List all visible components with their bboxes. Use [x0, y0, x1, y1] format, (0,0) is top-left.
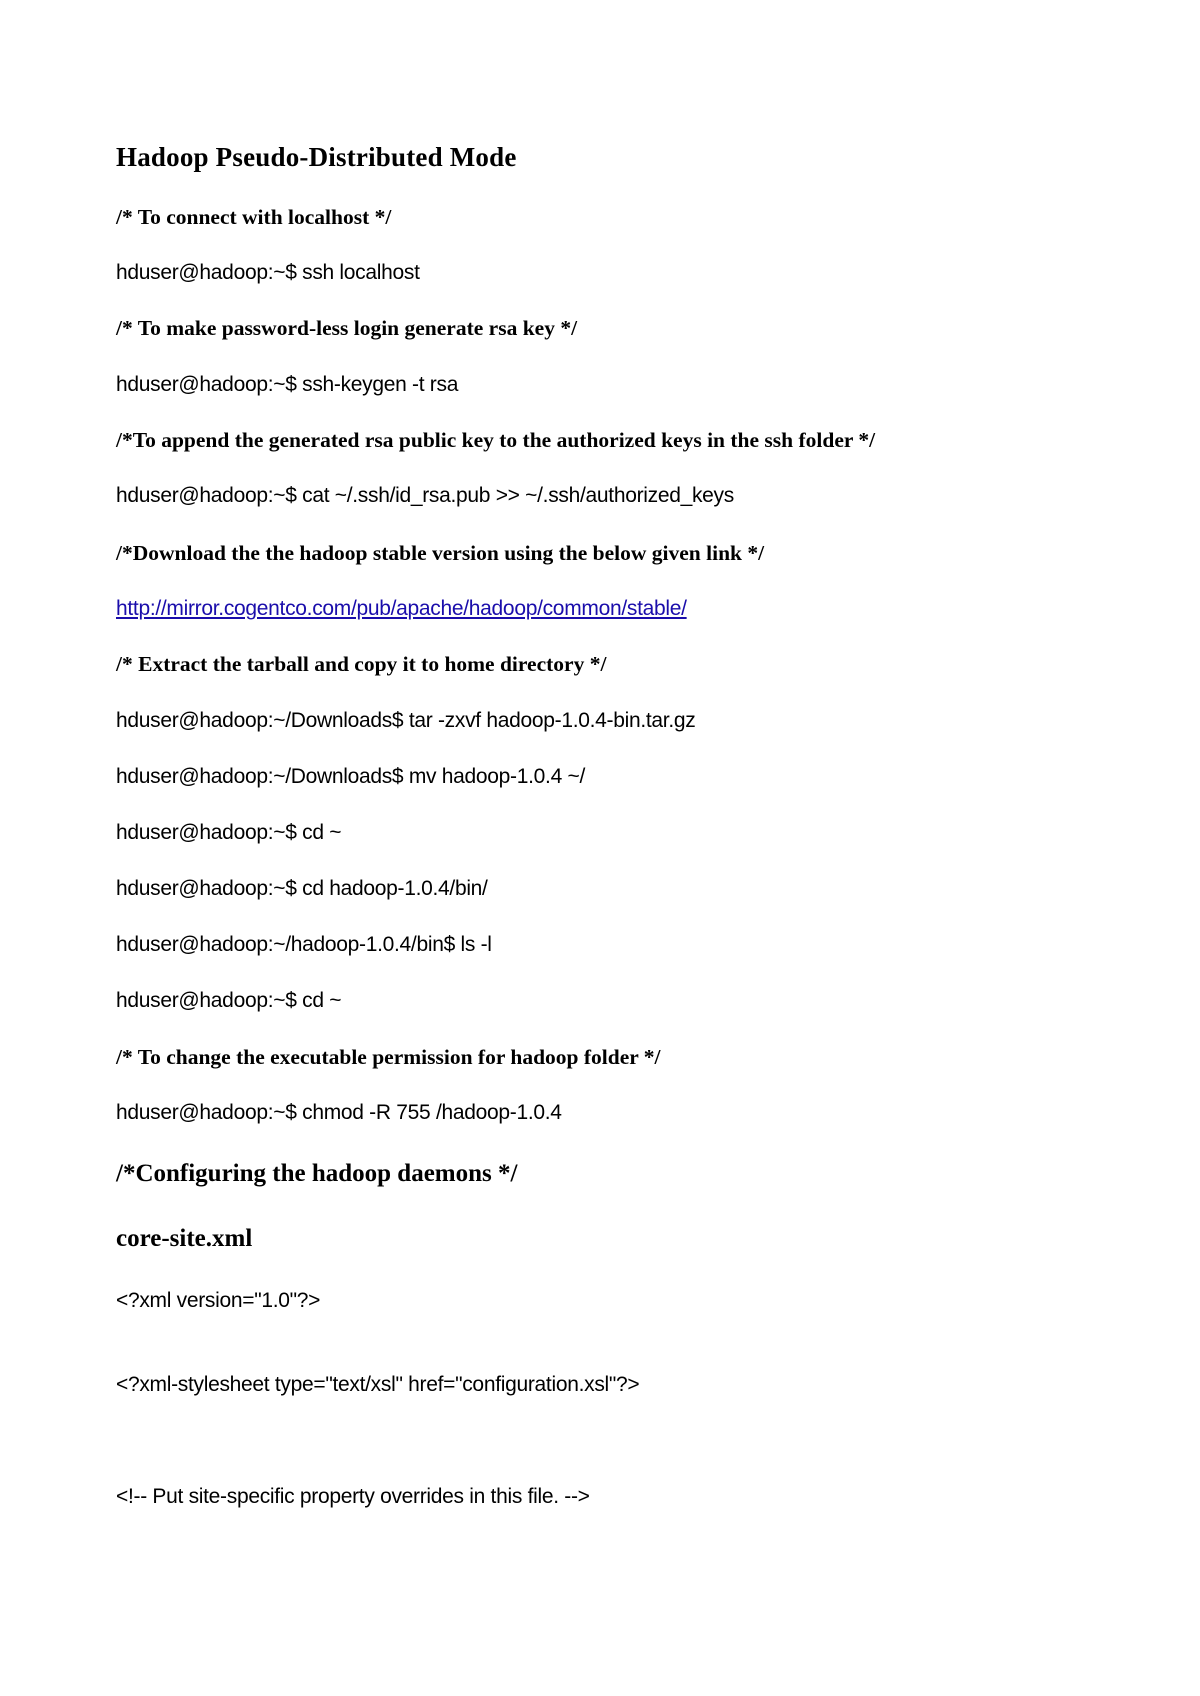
command-ssh-keygen: hduser@hadoop:~$ ssh-keygen -t rsa	[116, 373, 459, 396]
comment-change-permission: /* To change the executable permission for hadoop folder */	[116, 1045, 661, 1069]
command-cat-authorized-keys: hduser@hadoop:~$ cat ~/.ssh/id_rsa.pub >> ~/.ssh/authorized_keys	[116, 484, 734, 507]
comment-download-hadoop: /*Download the the hadoop stable version using the below given link */	[116, 541, 765, 565]
command-ssh-localhost: hduser@hadoop:~$ ssh localhost	[116, 261, 420, 284]
hadoop-mirror-link[interactable]: http://mirror.cogentco.com/pub/apache/hadoop/common/stable/	[116, 597, 687, 620]
page-title: Hadoop Pseudo-Distributed Mode	[116, 142, 517, 172]
comment-extract-tarball: /* Extract the tarball and copy it to home directory */	[116, 652, 607, 676]
command-mv-hadoop: hduser@hadoop:~/Downloads$ mv hadoop-1.0.4 ~/	[116, 765, 585, 788]
xml-stylesheet-declaration: <?xml-stylesheet type="text/xsl" href="configuration.xsl"?>	[116, 1373, 640, 1396]
command-ls-l: hduser@hadoop:~/hadoop-1.0.4/bin$ ls -l	[116, 933, 492, 956]
heading-configuring-daemons: /*Configuring the hadoop daemons */	[116, 1160, 518, 1187]
command-chmod: hduser@hadoop:~$ chmod -R 755 /hadoop-1.0.4	[116, 1101, 562, 1124]
comment-append-public-key: /*To append the generated rsa public key to the authorized keys in the ssh folder */	[116, 428, 876, 452]
comment-generate-rsa-key: /* To make password-less login generate rsa key */	[116, 316, 578, 340]
xml-declaration: <?xml version="1.0"?>	[116, 1289, 321, 1312]
comment-connect-localhost: /* To connect with localhost */	[116, 205, 392, 229]
command-tar-extract: hduser@hadoop:~/Downloads$ tar -zxvf hadoop-1.0.4-bin.tar.gz	[116, 709, 696, 732]
command-cd-home-again: hduser@hadoop:~$ cd ~	[116, 989, 342, 1012]
xml-comment: <!-- Put site-specific property overrides in this file. -->	[116, 1485, 590, 1508]
command-cd-home: hduser@hadoop:~$ cd ~	[116, 821, 342, 844]
command-cd-bin: hduser@hadoop:~$ cd hadoop-1.0.4/bin/	[116, 877, 488, 900]
heading-core-site-xml: core-site.xml	[116, 1225, 253, 1252]
